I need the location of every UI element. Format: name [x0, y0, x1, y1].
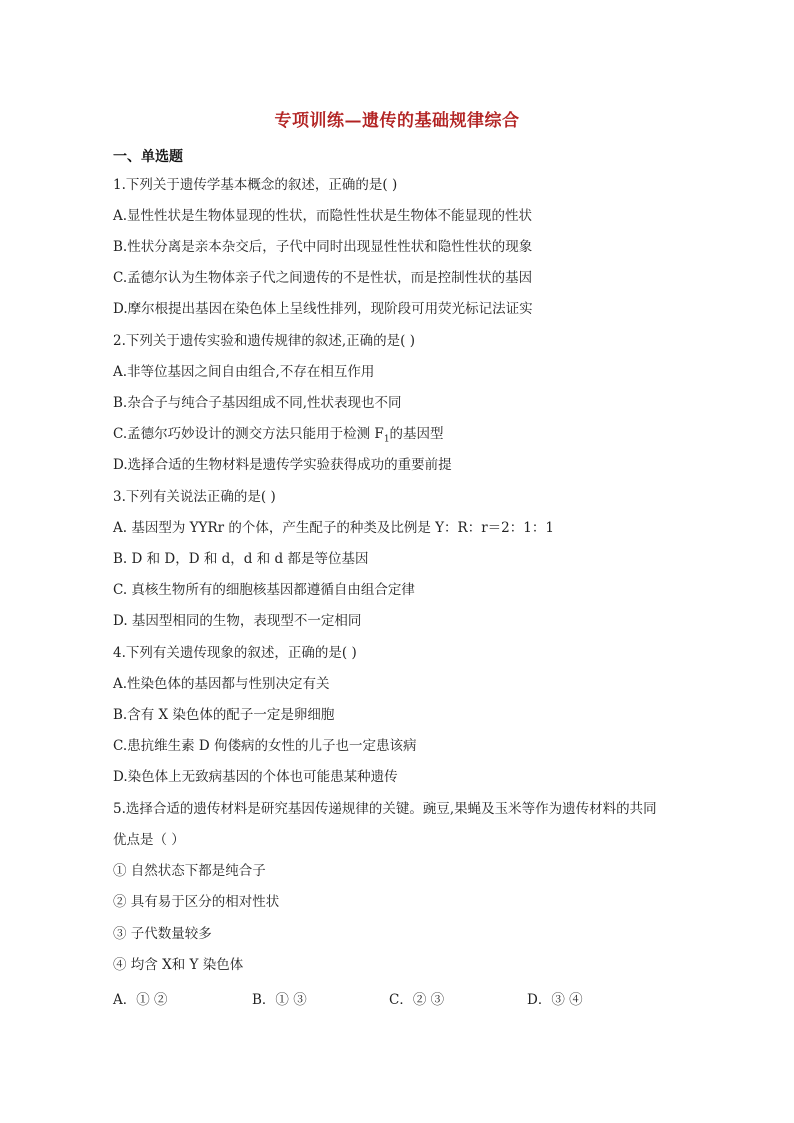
question-3-option-c: C. 真核生物所有的细胞核基因都遵循自由组合定律	[113, 582, 415, 598]
question-1-option-c: C.孟德尔认为生物体亲子代之间遗传的不是性状，而是控制性状的基因	[113, 270, 533, 286]
question-5-option-d: D．③ ④	[527, 992, 583, 1008]
question-5-stem-line-2: 优点是（ ）	[113, 832, 185, 848]
question-1-option-a: A.显性性状是生物体显现的性状，而隐性性状是生物体不能显现的性状	[113, 208, 533, 224]
option-c-text: C.孟德尔巧妙设计的测交方法只能用于检测 F	[113, 426, 384, 442]
question-1-stem: 1.下列关于遗传学基本概念的叙述，正确的是( )	[113, 177, 398, 193]
section-heading: 一、单选题	[113, 149, 183, 165]
question-3-option-b: B. D 和 D，D 和 d，d 和 d 都是等位基因	[113, 551, 369, 567]
question-3-option-a: A. 基因型为 YYRr 的个体，产生配子的种类及比例是 Y：R：r＝2：1：1	[113, 520, 554, 536]
question-2-option-d: D.选择合适的生物材料是遗传学实验获得成功的重要前提	[113, 457, 452, 473]
question-5-option-b: B．① ③	[252, 992, 307, 1008]
question-5-option-c: C．② ③	[389, 992, 445, 1008]
question-5-item-2: ② 具有易于区分的相对性状	[113, 894, 280, 910]
question-2-option-c	[113, 425, 444, 449]
f1-subscript: 1	[383, 434, 390, 445]
question-4-option-b: B.含有 X 染色体的配子一定是卵细胞	[113, 707, 335, 723]
question-5-stem-line-1: 5.选择合适的遗传材料是研究基因传递规律的关键。豌豆,果蝇及玉米等作为遗传材料的共同	[113, 801, 657, 817]
question-5-item-1: ① 自然状态下都是纯合子	[113, 863, 266, 879]
question-4-option-a: A.性染色体的基因都与性别决定有关	[113, 676, 330, 692]
question-5-option-a: A．① ②	[113, 992, 168, 1008]
question-2-option-b: B.杂合子与纯合子基因组成不同,性状表现也不同	[113, 395, 402, 411]
option-c-text-end: 的基因型	[389, 426, 444, 442]
question-1-option-d: D.摩尔根提出基因在染色体上呈线性排列，现阶段可用荧光标记法证实	[113, 301, 533, 317]
question-4-option-d: D.染色体上无致病基因的个体也可能患某种遗传	[113, 769, 398, 785]
question-3-stem: 3.下列有关说法正确的是( )	[113, 489, 276, 505]
question-3-option-d: D. 基因型相同的生物，表现型不一定相同	[113, 613, 362, 629]
question-2-stem: 2.下列关于遗传实验和遗传规律的叙述,正确的是( )	[113, 333, 415, 349]
question-4-stem: 4.下列有关遗传现象的叙述，正确的是( )	[113, 645, 357, 661]
question-5-options	[113, 988, 673, 1008]
question-1-option-b: B.性状分离是亲本杂交后，子代中同时出现显性性状和隐性性状的现象	[113, 239, 533, 255]
question-4-option-c: C.患抗维生素 D 佝偻病的女性的儿子也一定患该病	[113, 738, 417, 754]
question-5-item-4: ④ 均含 X和 Y 染色体	[113, 957, 244, 973]
question-2-option-a: A.非等位基因之间自由组合,不存在相互作用	[113, 364, 375, 380]
page-title: 专项训练—遗传的基础规律综合	[274, 111, 520, 131]
question-5-item-3: ③ 子代数量较多	[113, 926, 212, 942]
